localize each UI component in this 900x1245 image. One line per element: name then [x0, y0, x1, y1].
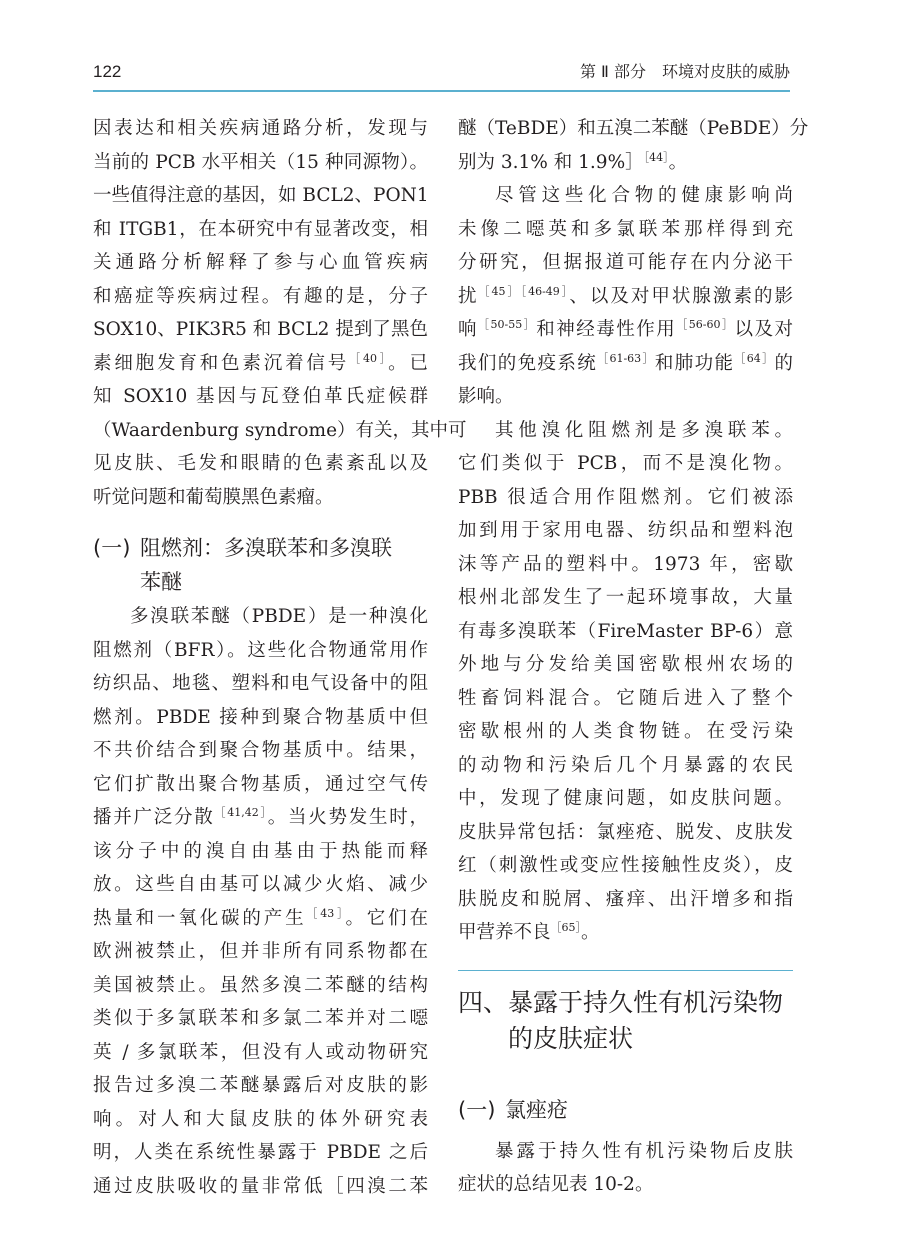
text-line: 燃剂。PBDE 接种到聚合物基质中但: [93, 706, 428, 728]
text-line: 分研究，但据报道可能存在内分泌干: [458, 252, 793, 273]
citation: ［65］: [550, 921, 582, 934]
text-line: 根州北部发生了一起环境事故，大量: [458, 587, 793, 608]
text-line: 我们的免疫系统$^{[61-63]}$和肺功能$^{[64]}$的: [458, 351, 793, 374]
citation: ［41,42］: [214, 806, 268, 819]
text-line: 听觉问题和葡萄膜黑色素瘤。: [93, 486, 334, 508]
text-line: 见皮肤、毛发和眼睛的色素紊乱以及: [93, 453, 428, 474]
text-line: 放。这些自由基可以减少火焰、减少: [93, 874, 428, 895]
citation: ［61-63］: [597, 351, 655, 365]
citation: ［40］: [349, 351, 389, 365]
text-line: 暴露于持久性有机污染物后皮肤: [495, 1140, 793, 1162]
text-line: 热量和一氧化碳的产生$^{[43]}$。它们在: [93, 906, 428, 929]
text-line: 关通路分析解释了参与心血管疾病: [93, 252, 428, 273]
text-line: 的动物和污染后几个月暴露的农民: [458, 754, 793, 776]
text-line: 肤脱皮和脱屑、瘙痒、出汗增多和指: [458, 888, 793, 910]
text-line: 它们扩散出聚合物基质，通过空气传: [93, 773, 428, 795]
text-line: （Waardenburg syndrome）有关，其中可: [93, 419, 467, 441]
text-line: 播并广泛分散$^{[41,42]}$。当火势发生时，: [93, 806, 428, 828]
text-line: 阻燃剂（BFR）。这些化合物通常用作: [93, 639, 428, 661]
text-line: 外地与分发给美国密歇根州农场的: [458, 654, 793, 675]
text-line: 纺织品、地毯、塑料和电气设备中的阻: [93, 673, 428, 694]
citation: ［50-55］: [478, 318, 537, 331]
text-line: 有毒多溴联苯（FireMaster BP-6）意: [458, 620, 793, 642]
text-line: 红（刺激性或变应性接触性皮炎），皮: [458, 855, 793, 876]
text-line: 报告过多溴二苯醚暴露后对皮肤的影: [93, 1075, 428, 1096]
citation: ［46-49］: [520, 284, 570, 298]
text-line: 牲畜饲料混合。它随后进入了整个: [458, 687, 793, 709]
citation: ［56-60］: [676, 318, 735, 331]
text-line: 响。对人和大鼠皮肤的体外研究表: [93, 1108, 428, 1130]
text-line: 尽管这些化合物的健康影响尚: [495, 185, 793, 206]
text-line: 响$^{[50-55]}$和神经毒性作用$^{[56-60]}$以及对: [458, 318, 793, 340]
section-heading: 四、暴露于持久性有机污染物: [458, 987, 784, 1017]
right-column: [458, 112, 809, 1202]
header-rule: [93, 90, 790, 92]
text-line: 和 ITGB1，在本研究中有显著改变，相: [93, 218, 428, 240]
text-line: 一些值得注意的基因，如 BCL2、PON1: [93, 185, 429, 206]
text-line: 美国被禁止。虽然多溴二苯醚的结构: [93, 974, 428, 996]
citation: ［45］: [478, 284, 521, 298]
text-line: 该分子中的溴自由基由于热能而释: [93, 840, 428, 862]
text-line: 沫等产品的塑料中。1973 年，密歇: [458, 553, 793, 575]
text-line: 不共价结合到聚合物基质中。结果，: [93, 740, 428, 761]
subsection-heading: (一) 阻燃剂：多溴联苯和多溴联: [93, 536, 392, 560]
text-line: 影响。: [458, 386, 514, 407]
subsection-heading: (一) 氯痤疮: [458, 1097, 568, 1122]
text-line: 知 SOX10 基因与瓦登伯革氏症候群: [93, 386, 428, 407]
text-line: 症状的总结见表 10-2。: [458, 1174, 654, 1195]
text-line: SOX10、PIK3R5 和 BCL2 提到了黑色: [93, 319, 428, 340]
text-line: 皮肤异常包括：氯痤疮、脱发、皮肤发: [458, 821, 793, 843]
text-line: 扰$^{[45][46-49]}$、以及对甲状腺激素的影: [458, 284, 793, 307]
text-line: 密歇根州的人类食物链。在受污染: [458, 721, 793, 742]
text-line: 它们类似于 PCB，而不是溴化物。: [458, 453, 793, 474]
text-line: 欧洲被禁止，但并非所有同系物都在: [93, 941, 428, 962]
citation: ［64］: [734, 351, 775, 365]
text-line: 素细胞发育和色素沉着信号$^{[40]}$。已: [93, 351, 428, 374]
text-line: 其他溴化阻燃剂是多溴联苯。: [495, 419, 793, 441]
text-line: 加到用于家用电器、纺织品和塑料泡: [458, 520, 793, 541]
text-line: 因表达和相关疾病通路分析，发现与: [93, 118, 428, 139]
section-heading-cont: 的皮肤症状: [508, 1023, 634, 1053]
text-line: 和癌症等疾病过程。有趣的是，分子: [93, 285, 428, 307]
text-line: 英 / 多氯联苯，但没有人或动物研究: [93, 1041, 428, 1063]
citation: ［44］: [643, 150, 669, 164]
text-line: 中，发现了健康问题，如皮肤问题。: [458, 788, 793, 809]
page-number: 122: [93, 62, 122, 81]
text-line: 甲营养不良$^{[65]}$。: [458, 921, 600, 943]
text-line: 类似于多氯联苯和多氯二苯并对二噁: [93, 1008, 428, 1029]
subsection-heading-cont: 苯醚: [140, 570, 182, 594]
text-line: 当前的 PCB 水平相关（15 种同源物）。: [93, 151, 428, 173]
citation: ［43］: [306, 906, 346, 920]
text-line: 多溴联苯醚（PBDE）是一种溴化: [130, 606, 428, 627]
left-column: [93, 112, 467, 1203]
text-line: 别为 3.1% 和 1.9%］$^{[44]}$。: [458, 150, 688, 173]
text-line: 明，人类在系统性暴露于 PBDE 之后: [93, 1142, 428, 1163]
text-line: 未像二噁英和多氯联苯那样得到充: [458, 218, 793, 240]
text-line: 醚（TeBDE）和五溴二苯醚（PeBDE）分: [458, 118, 809, 139]
running-head: 第 Ⅱ 部分 环境对皮肤的威胁: [579, 62, 790, 81]
text-line: 通过皮肤吸收的量非常低［四溴二苯: [93, 1175, 428, 1197]
text-line: PBB 很适合用作阻燃剂。它们被添: [458, 486, 793, 508]
